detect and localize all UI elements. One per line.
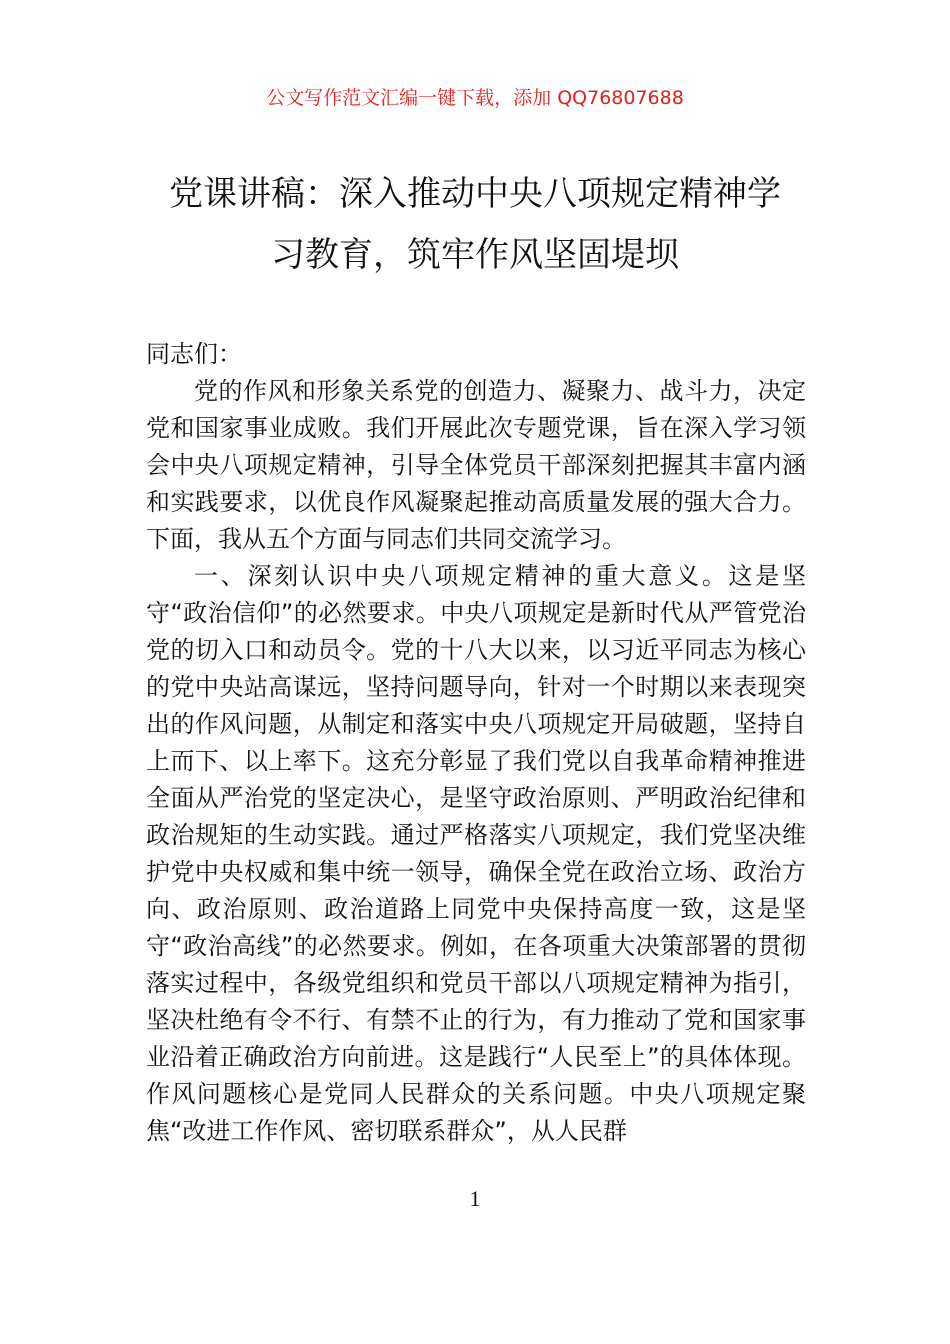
document-title [140, 164, 810, 286]
title-line-2: 习教育，筑牢作风坚固堤坝 [271, 235, 679, 275]
page-number: 1 [469, 1186, 481, 1211]
salutation: 同志们： [146, 340, 242, 368]
download-note: 公文写作范文汇编一键下载，添加 QQ76807688 [266, 87, 684, 109]
section-one-paragraph: 一、深刻认识中央八项规定精神的重大意义。这是坚守“政治信仰”的必然要求。中央八项规定是新时代从严管党治党的切入口和动员令。党的十八大以来，以习近平同志为核心的党中央站高谋远，坚持问题导向，针对一个时期以来表现突出的作风问题，从制定和落实中央八项规定开局破题，坚持自上而下、以上率下。这充分彰显了我们党以自我革命精神推进全面从严治党的坚定决心，是坚守政治原则、严明政治纪律和政治规矩的生动实践。通过严格落实八项规定，我们党坚决维护党中央权威和集中统一领导，确保全党在政治立场、政治方向、政治原则、政治道路上同党中央保持高度一致，这是坚守“政治高线”的必然要求。例如，在各项重大决策部署的贯彻落实过程中，各级党组织和党员干部以八项规定精神为指引，坚决杜绝有令不行、有禁不止的行为，有力推动了党和国家事业沿着正确政治方向前进。这是践行“人民至上”的具体体现。作风问题核心是党同人民群众的关系问题。中央八项规定聚焦“改进工作作风、密切联系群众”，从人民群 [146, 562, 806, 1145]
title-line-1: 党课讲稿：深入推动中央八项规定精神学 [169, 174, 781, 214]
document-body [146, 336, 806, 1150]
intro-paragraph: 党的作风和形象关系党的创造力、凝聚力、战斗力，决定党和国家事业成败。我们开展此次专题党课，旨在深入学习领会中央八项规定精神，引导全体党员干部深刻把握其丰富内涵和实践要求，以优良作风凝聚起推动高质量发展的强大合力。下面，我从五个方面与同志们共同交流学习。 [146, 377, 806, 553]
